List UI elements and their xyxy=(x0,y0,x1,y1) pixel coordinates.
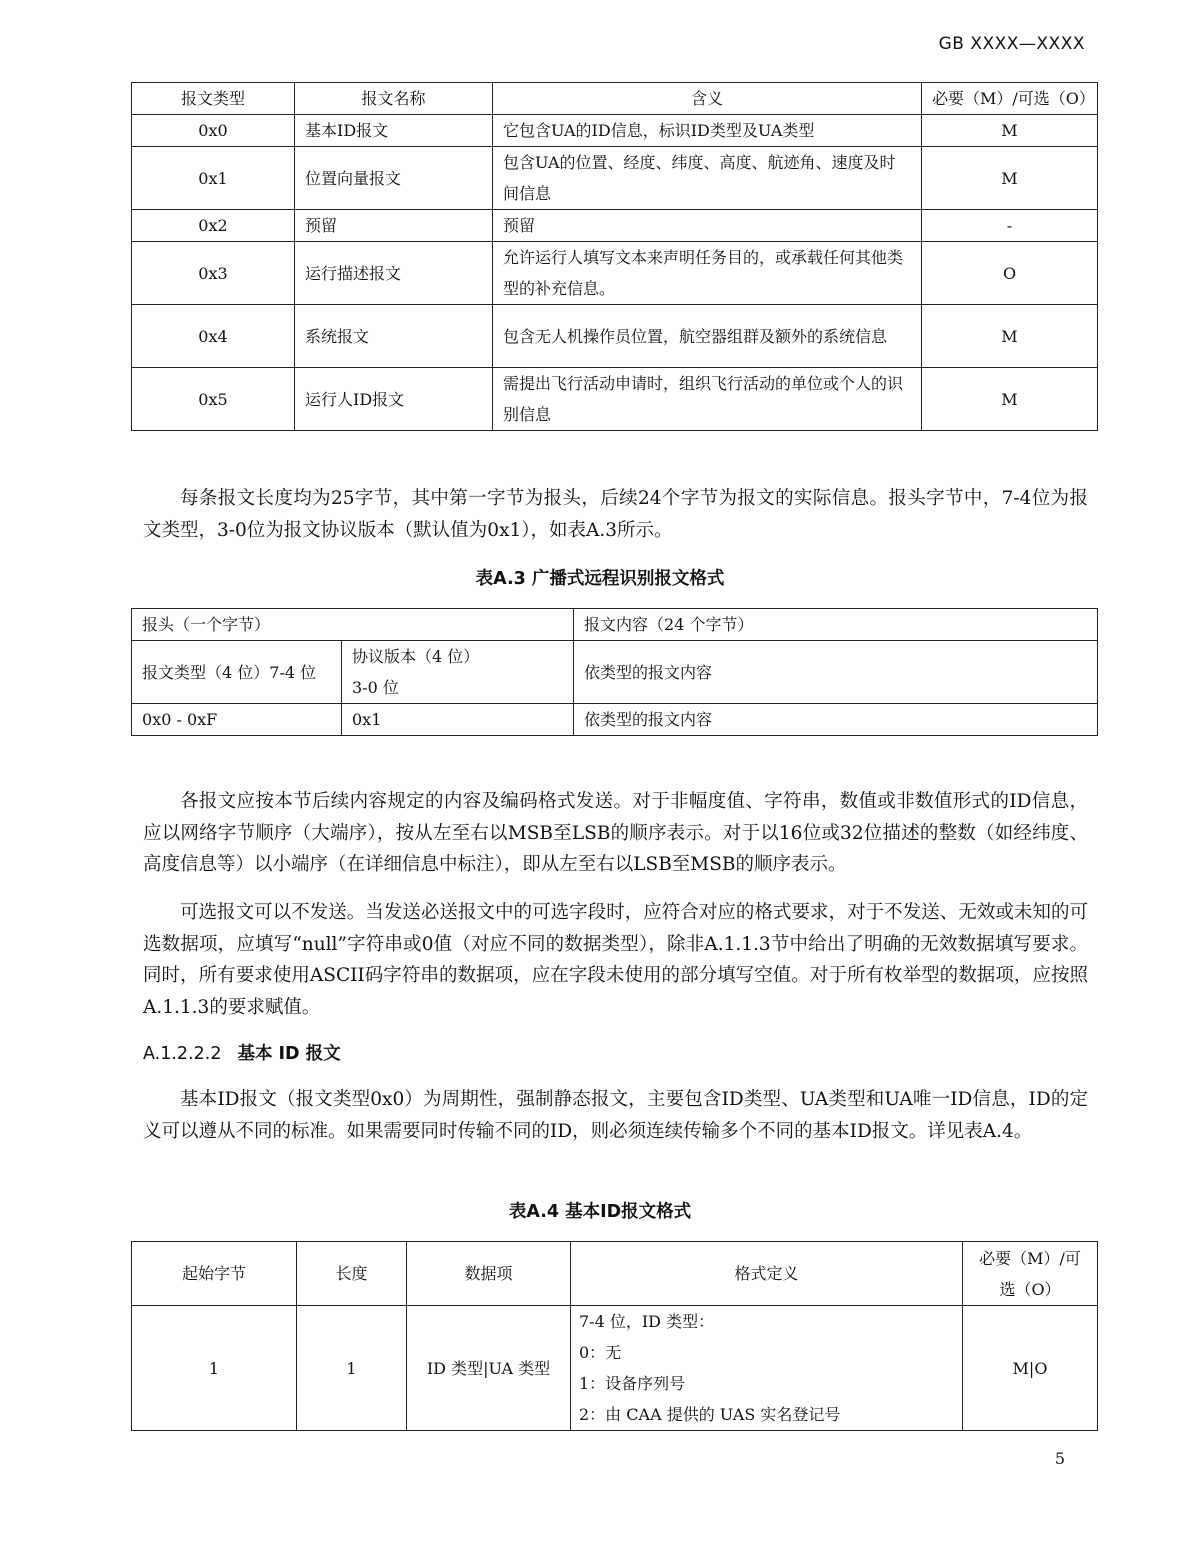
column-header: 报文名称 xyxy=(295,83,493,115)
standard-code: GB XXXX—XXXX xyxy=(938,34,1085,54)
format-line: 1：设备序列号 xyxy=(579,1374,686,1393)
paragraph-message-length: 每条报文长度均为25字节，其中第一字节为报头，后续24个字节为报文的实际信息。报头字节中，7-4位为报文类型，3-0位为报文协议版本（默认值为0x1），如表A.3所示。 xyxy=(143,488,1088,541)
cell-content: 依类型的报文内容 xyxy=(574,641,1098,704)
table-row xyxy=(132,1306,1098,1431)
cell-start: 1 xyxy=(132,1306,297,1431)
cell-name: 运行人ID报文 xyxy=(295,368,493,431)
column-header: 报文类型 xyxy=(132,83,295,115)
section-title: 基本 ID 报文 xyxy=(237,1044,341,1064)
column-header: 含义 xyxy=(493,83,922,115)
column-header: 必要（M）/可选（O） xyxy=(922,83,1098,115)
cell-name: 预留 xyxy=(295,210,493,242)
table-row xyxy=(132,641,1098,704)
cell-type: 0x0 xyxy=(132,115,295,147)
message-type-table xyxy=(131,82,1098,431)
cell-mo: - xyxy=(922,210,1098,242)
cell-meaning: 预留 xyxy=(493,210,922,242)
column-header: 起始字节 xyxy=(132,1242,297,1306)
cell-mo: M xyxy=(922,305,1098,368)
column-header xyxy=(963,1242,1098,1306)
cell-item: ID 类型|UA 类型 xyxy=(407,1306,571,1431)
cell-content: 依类型的报文内容 xyxy=(574,704,1098,736)
cell-line: 协议版本（4 位） xyxy=(352,647,480,666)
format-line: 2：由 CAA 提供的 UAS 实名登记号 xyxy=(579,1405,841,1424)
paragraph-optional: 可选报文可以不发送。当发送必送报文中的可选字段时，应符合对应的格式要求，对于不发送、无效或未知的可选数据项，应填写“null”字符串或0值（对应不同的数据类型），除非A.1.1.3节中给出了明确的无效数据填写要求。同时，所有要求使用ASCII码字符串的数据项，应在字段未使用的部分填写空值。对于所有枚举型的数据项，应按照A.1.1.3的要求赋值。 xyxy=(143,902,1088,1018)
column-header: 长度 xyxy=(297,1242,407,1306)
table-header-row xyxy=(132,609,1098,641)
table-caption-a3: 表A.3 广播式远程识别报文格式 xyxy=(475,569,725,589)
cell-name: 位置向量报文 xyxy=(295,147,493,210)
cell-line: 3-0 位 xyxy=(352,678,399,697)
table-row xyxy=(132,368,1098,431)
paragraph-encoding: 各报文应按本节后续内容规定的内容及编码格式发送。对于非幅度值、字符串，数值或非数值形式的ID信息，应以网络字节顺序（大端序），按从左至右以MSB至LSB的顺序表示。对于以16位或32位描述的整数（如经纬度、高度信息等）以小端序（在详细信息中标注），即从左至右以LSB至MSB的顺序表示。 xyxy=(143,791,1088,875)
cell-type-bits: 报文类型（4 位）7-4 位 xyxy=(132,641,342,704)
cell-name: 运行描述报文 xyxy=(295,242,493,305)
table-caption-a4: 表A.4 基本ID报文格式 xyxy=(508,1202,692,1222)
table-row xyxy=(132,305,1098,368)
cell-meaning: 包含UA的位置、经度、纬度、高度、航迹角、速度及时间信息 xyxy=(493,147,922,210)
cell-format xyxy=(571,1306,963,1431)
paragraph-basic-id: 基本ID报文（报文类型0x0）为周期性，强制静态报文，主要包含ID类型、UA类型和UA唯一ID信息，ID的定义可以遵从不同的标准。如果需要同时传输不同的ID，则必须连续传输多个不同的基本ID报文。详见表A.4。 xyxy=(143,1089,1088,1142)
header-cell: 报文内容（24 个字节） xyxy=(574,609,1098,641)
cell-name: 基本ID报文 xyxy=(295,115,493,147)
table-row xyxy=(132,704,1098,736)
cell-name: 系统报文 xyxy=(295,305,493,368)
broadcast-message-format-table xyxy=(131,608,1098,736)
table-row xyxy=(132,242,1098,305)
header-line: 选（O） xyxy=(999,1279,1061,1299)
cell-meaning: 包含无人机操作员位置，航空器组群及额外的系统信息 xyxy=(493,305,922,368)
cell-meaning: 需提出飞行活动申请时，组织飞行活动的单位或个人的识别信息 xyxy=(493,368,922,431)
cell-mo: M|O xyxy=(963,1306,1098,1431)
cell-version: 0x1 xyxy=(342,704,574,736)
header-line: 必要（M）/可 xyxy=(979,1248,1081,1268)
cell-version-bits xyxy=(342,641,574,704)
section-number: A.1.2.2.2 xyxy=(143,1044,222,1064)
cell-meaning: 允许运行人填写文本来声明任务目的，或承载任何其他类型的补充信息。 xyxy=(493,242,922,305)
cell-type: 0x5 xyxy=(132,368,295,431)
section-heading xyxy=(143,1040,341,1065)
cell-type: 0x4 xyxy=(132,305,295,368)
table-row xyxy=(132,115,1098,147)
table-header-row xyxy=(132,83,1098,115)
column-header: 格式定义 xyxy=(571,1242,963,1306)
cell-mo: M xyxy=(922,115,1098,147)
cell-mo: O xyxy=(922,242,1098,305)
cell-length: 1 xyxy=(297,1306,407,1431)
table-row xyxy=(132,147,1098,210)
column-header: 数据项 xyxy=(407,1242,571,1306)
cell-mo: M xyxy=(922,368,1098,431)
table-header-row xyxy=(132,1242,1098,1306)
cell-type: 0x1 xyxy=(132,147,295,210)
format-line: 0：无 xyxy=(579,1343,622,1362)
cell-type: 0x3 xyxy=(132,242,295,305)
cell-type-range: 0x0 - 0xF xyxy=(132,704,342,736)
cell-meaning: 它包含UA的ID信息，标识ID类型及UA类型 xyxy=(493,115,922,147)
cell-mo: M xyxy=(922,147,1098,210)
table-row xyxy=(132,210,1098,242)
basic-id-format-table xyxy=(131,1241,1098,1431)
page-number: 5 xyxy=(1054,1449,1065,1468)
header-cell: 报头（一个字节） xyxy=(132,609,574,641)
format-line: 7-4 位，ID 类型： xyxy=(579,1312,715,1331)
cell-type: 0x2 xyxy=(132,210,295,242)
